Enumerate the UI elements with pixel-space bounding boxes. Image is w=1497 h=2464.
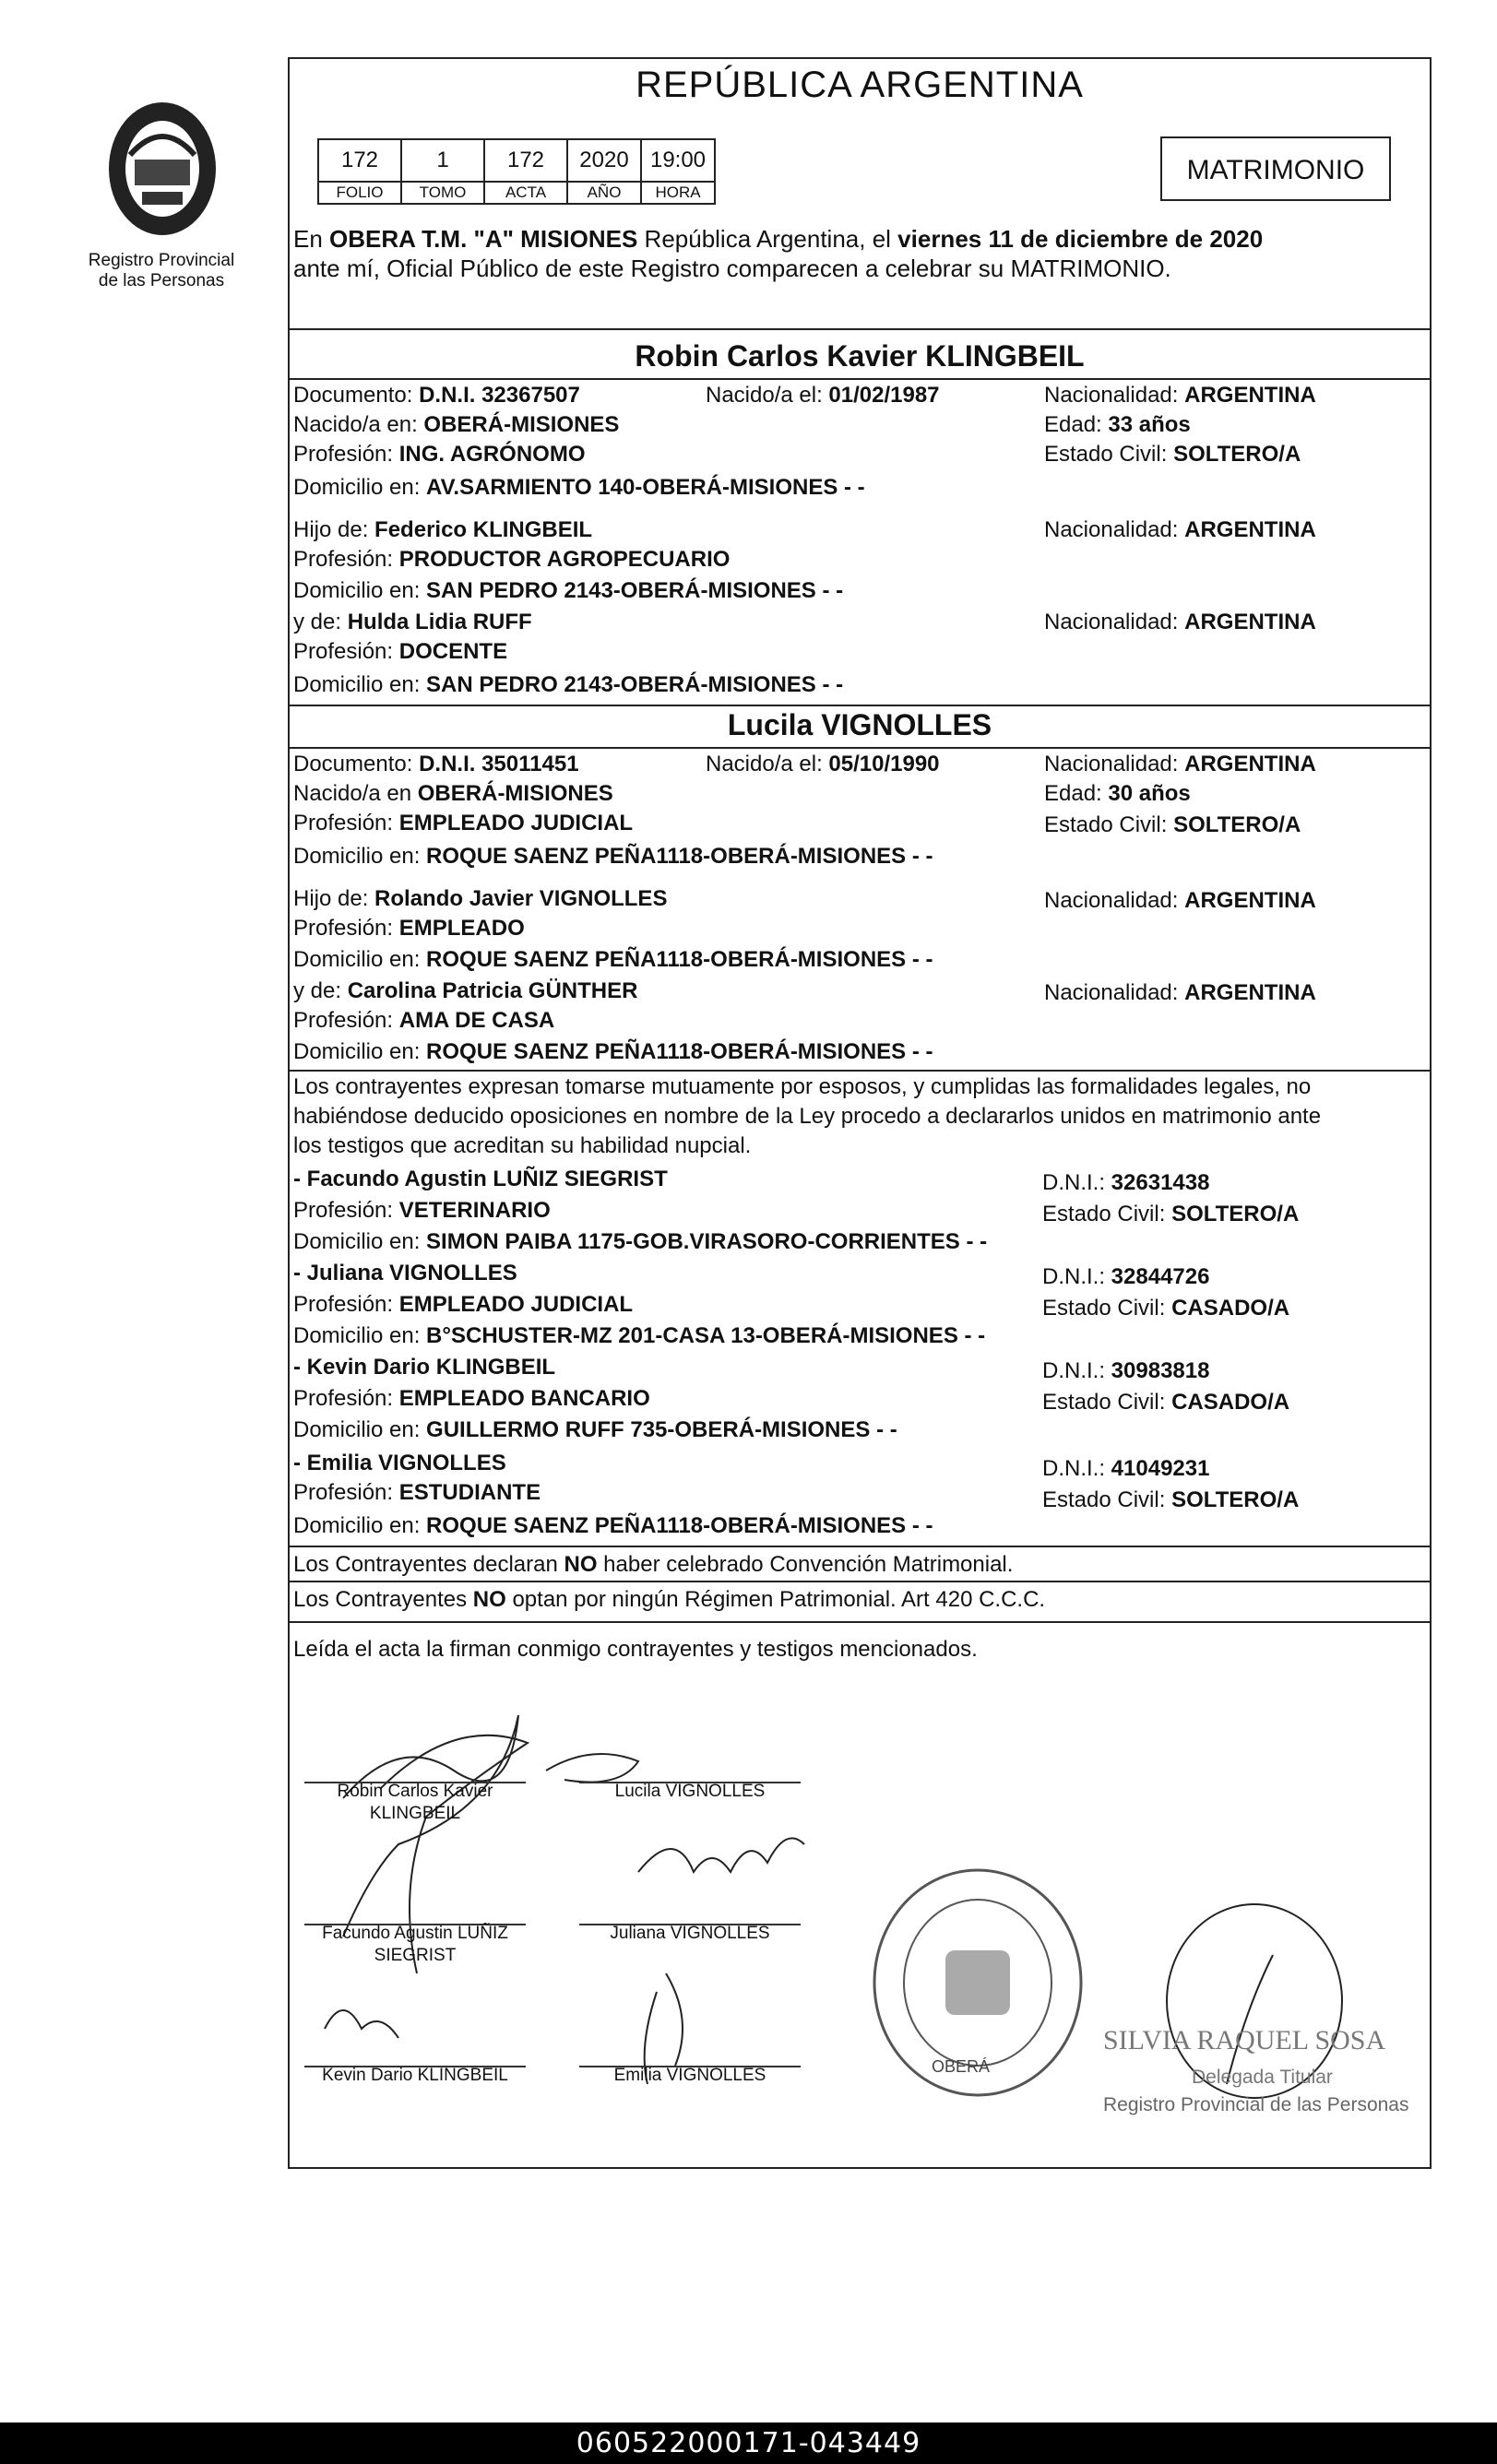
bride-birth: Nacido/a el: 05/10/1990 — [706, 752, 940, 776]
witness-2-dni: D.N.I.: 32844726 — [1042, 1264, 1210, 1289]
bride-name: Lucila VIGNOLLES — [727, 708, 992, 741]
logo-caption-2: de las Personas — [98, 271, 225, 290]
province-logo — [89, 90, 236, 247]
groom-civil-status: Estado Civil: SOLTERO/A — [1044, 442, 1301, 467]
registry-table — [317, 138, 716, 205]
divider — [288, 378, 1432, 380]
signature-label-bride: Lucila VIGNOLLES — [614, 1782, 766, 1801]
declaration-line-1: Los contrayentes expresan tomarse mutuamente por esposos, y cumplidas las formalidades legales, no — [293, 1074, 1312, 1099]
document-title: REPÚBLICA ARGENTINA — [636, 65, 1084, 105]
witness-2-profession: Profesión: EMPLEADO JUDICIAL — [293, 1292, 634, 1317]
closing-statement: Leída el acta la firman conmigo contrayentes y testigos mencionados. — [293, 1637, 978, 1662]
signature-label-witness-3: Kevin Dario KLINGBEIL — [322, 2066, 508, 2085]
bride-nationality: Nacionalidad: ARGENTINA — [1044, 752, 1316, 776]
groom-father-nationality: Nacionalidad: ARGENTINA — [1044, 517, 1316, 542]
witness-3-civil-status: Estado Civil: CASADO/A — [1042, 1390, 1290, 1415]
document-code: 060522000171-043449 — [0, 2423, 1497, 2464]
groom-birth: Nacido/a el: 01/02/1987 — [706, 383, 940, 408]
bride-doc: Documento: D.N.I. 35011451 — [293, 752, 579, 776]
seal-center-text: OBERÁ — [932, 2057, 991, 2076]
groom-mother-address: Domicilio en: SAN PEDRO 2143-OBERÁ-MISIONES - - — [293, 672, 844, 697]
acta-value: 172 — [484, 139, 567, 182]
witness-4-profession: Profesión: ESTUDIANTE — [293, 1480, 541, 1505]
handwritten-signatures — [288, 1660, 841, 2103]
bride-father-nationality: Nacionalidad: ARGENTINA — [1044, 888, 1316, 913]
logo-caption-1: Registro Provincial — [88, 251, 235, 270]
intro-line-1: En OBERA T.M. "A" MISIONES República Argentina, el viernes 11 de diciembre de 2020 — [293, 225, 1264, 253]
groom-profession: Profesión: ING. AGRÓNOMO — [293, 442, 586, 467]
groom-nationality: Nacionalidad: ARGENTINA — [1044, 383, 1316, 408]
signature-label-groom-2: KLINGBEIL — [369, 1804, 461, 1823]
witness-3-profession: Profesión: EMPLEADO BANCARIO — [293, 1386, 650, 1411]
folio-value: 172 — [318, 139, 401, 182]
bride-age: Edad: 30 años — [1044, 781, 1191, 806]
signature-label-witness-1a: Facundo Agustin LUÑIZ — [322, 1924, 508, 1943]
signature-label-witness-4: Emilia VIGNOLLES — [613, 2066, 766, 2085]
folio-header: FOLIO — [318, 182, 401, 204]
witness-2-name: - Juliana VIGNOLLES — [293, 1261, 517, 1285]
bride-mother-nationality: Nacionalidad: ARGENTINA — [1044, 980, 1316, 1005]
divider — [288, 1621, 1432, 1623]
groom-father-profession: Profesión: PRODUCTOR AGROPECUARIO — [293, 547, 731, 572]
bride-mother: y de: Carolina Patricia GÜNTHER — [293, 978, 638, 1003]
year-value: 2020 — [567, 139, 641, 182]
bride-profession: Profesión: EMPLEADO JUDICIAL — [293, 811, 634, 835]
hour-value: 19:00 — [641, 139, 715, 182]
witness-3-address: Domicilio en: GUILLERMO RUFF 735-OBERÁ-MISIONES - - — [293, 1417, 897, 1442]
groom-mother-nationality: Nacionalidad: ARGENTINA — [1044, 610, 1316, 634]
divider — [288, 1070, 1432, 1072]
regime-statement: Los Contrayentes NO optan por ningún Régimen Patrimonial. Art 420 C.C.C. — [293, 1587, 1046, 1612]
witness-1-dni: D.N.I.: 32631438 — [1042, 1170, 1210, 1195]
groom-birthplace: Nacido/a en: OBERÁ-MISIONES — [293, 412, 620, 437]
groom-father-address: Domicilio en: SAN PEDRO 2143-OBERÁ-MISIONES - - — [293, 578, 844, 603]
signature-label-groom-1: Robin Carlos Kavier — [337, 1782, 493, 1801]
groom-doc: Documento: D.N.I. 32367507 — [293, 383, 580, 408]
official-name: SILVIA RAQUEL SOSA — [1103, 2025, 1386, 2055]
intro-line-2: ante mí, Oficial Público de este Registro comparecen a celebrar su MATRIMONIO. — [293, 255, 1171, 282]
bride-civil-status: Estado Civil: SOLTERO/A — [1044, 812, 1301, 837]
groom-address: Domicilio en: AV.SARMIENTO 140-OBERÁ-MISIONES - - — [293, 475, 865, 500]
witness-1-civil-status: Estado Civil: SOLTERO/A — [1042, 1202, 1300, 1226]
official-role: Delegada Titular — [1192, 2067, 1333, 2088]
witness-4-civil-status: Estado Civil: SOLTERO/A — [1042, 1487, 1300, 1512]
declaration-line-2: habiéndose deducido oposiciones en nombre de la Ley procedo a declararlos unidos en matrimonio ante — [293, 1104, 1322, 1129]
witness-4-address: Domicilio en: ROQUE SAENZ PEÑA1118-OBERÁ-MISIONES - - — [293, 1513, 933, 1538]
witness-3-name: - Kevin Dario KLINGBEIL — [293, 1355, 556, 1380]
witness-1-name: - Facundo Agustin LUÑIZ SIEGRIST — [293, 1167, 668, 1191]
groom-age: Edad: 33 años — [1044, 412, 1191, 437]
divider — [288, 747, 1432, 749]
bride-father: Hijo de: Rolando Javier VIGNOLLES — [293, 886, 668, 911]
bride-mother-profession: Profesión: AMA DE CASA — [293, 1008, 555, 1033]
groom-mother: y de: Hulda Lidia RUFF — [293, 610, 532, 634]
signature-label-witness-1b: SIEGRIST — [374, 1946, 457, 1965]
witness-4-name: - Emilia VIGNOLLES — [293, 1451, 506, 1475]
declaration-line-3: los testigos que acreditan su habilidad nupcial. — [293, 1133, 752, 1158]
bride-address: Domicilio en: ROQUE SAENZ PEÑA1118-OBERÁ-MISIONES - - — [293, 844, 933, 869]
witness-3-dni: D.N.I.: 30983818 — [1042, 1358, 1210, 1383]
divider — [288, 1581, 1432, 1582]
acta-header: ACTA — [484, 182, 567, 204]
tomo-header: TOMO — [401, 182, 484, 204]
bride-mother-address: Domicilio en: ROQUE SAENZ PEÑA1118-OBERÁ-MISIONES - - — [293, 1039, 933, 1064]
official-office: Registro Provincial de las Personas — [1103, 2094, 1409, 2115]
witness-2-address: Domicilio en: B°SCHUSTER-MZ 201-CASA 13-OBERÁ-MISIONES - - — [293, 1323, 986, 1348]
groom-name: Robin Carlos Kavier KLINGBEIL — [635, 339, 1085, 373]
witness-2-civil-status: Estado Civil: CASADO/A — [1042, 1296, 1290, 1321]
groom-mother-profession: Profesión: DOCENTE — [293, 639, 508, 664]
convention-statement: Los Contrayentes declaran NO haber celebrado Convención Matrimonial. — [293, 1552, 1014, 1577]
divider — [288, 1546, 1432, 1547]
act-type-box: MATRIMONIO — [1160, 136, 1391, 201]
signature-label-witness-2: Juliana VIGNOLLES — [610, 1924, 770, 1943]
divider — [288, 328, 1432, 330]
tomo-value: 1 — [401, 139, 484, 182]
groom-father: Hijo de: Federico KLINGBEIL — [293, 517, 593, 542]
year-header: AÑO — [567, 182, 641, 204]
witness-1-profession: Profesión: VETERINARIO — [293, 1198, 551, 1223]
witness-1-address: Domicilio en: SIMON PAIBA 1175-GOB.VIRASORO-CORRIENTES - - — [293, 1229, 988, 1254]
bride-father-profession: Profesión: EMPLEADO — [293, 916, 525, 941]
hour-header: HORA — [641, 182, 715, 204]
divider — [288, 705, 1432, 706]
witness-4-dni: D.N.I.: 41049231 — [1042, 1456, 1210, 1481]
bride-father-address: Domicilio en: ROQUE SAENZ PEÑA1118-OBERÁ-MISIONES - - — [293, 947, 933, 972]
bride-birthplace: Nacido/a en OBERÁ-MISIONES — [293, 781, 613, 806]
